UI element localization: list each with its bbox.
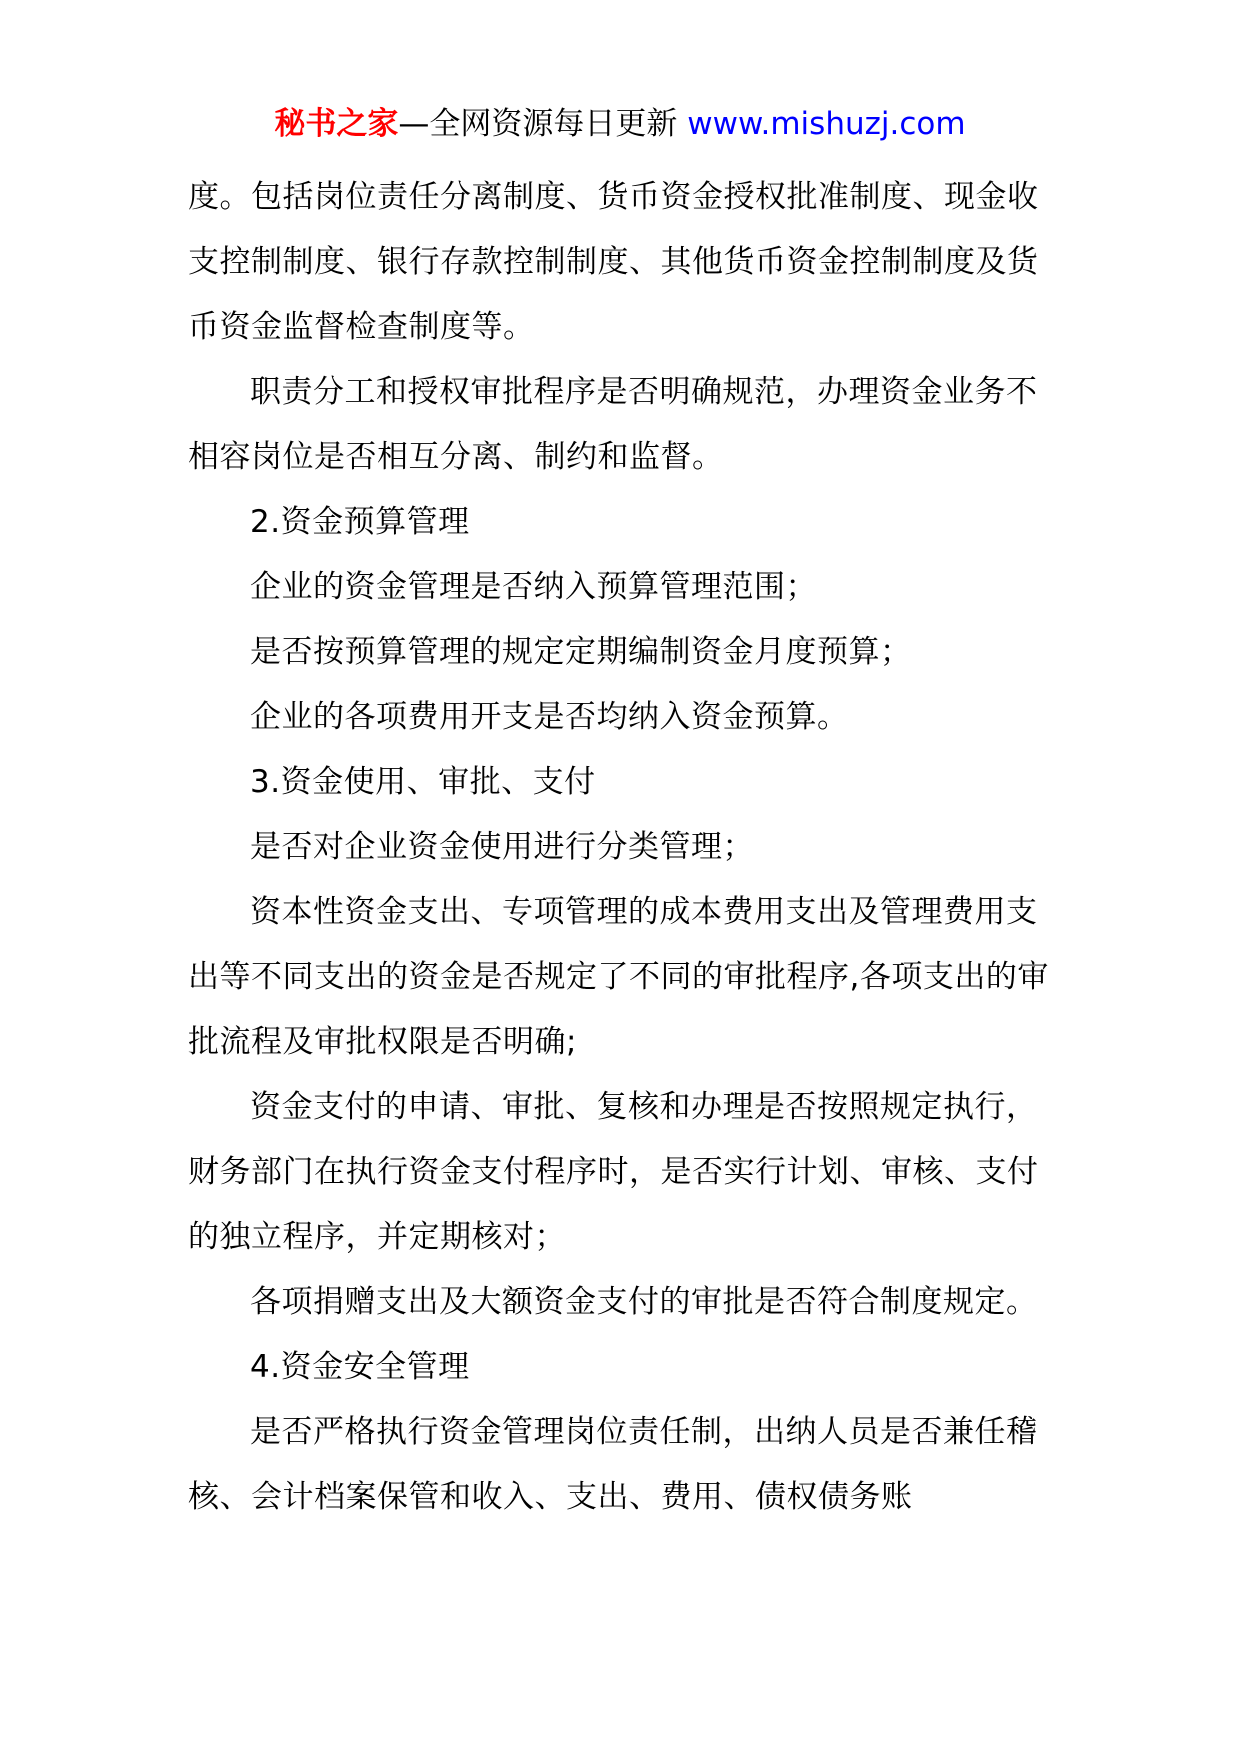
paragraph: 是否按预算管理的规定定期编制资金月度预算； xyxy=(250,634,912,670)
document-body xyxy=(188,165,1058,1530)
page-header xyxy=(0,104,1240,144)
paragraph: 是否严格执行资金管理岗位责任制，出纳人员是否兼任稽核、会计档案保管和收入、支出、费用、债权债务账 xyxy=(188,1414,1038,1515)
paragraph: 资金支付的申请、审批、复核和办理是否按照规定执行，财务部门在执行资金支付程序时，是否实行计划、审核、支付的独立程序，并定期核对； xyxy=(188,1089,1039,1255)
site-url-link[interactable]: www.mishuzj.com xyxy=(687,106,966,142)
section-heading-usage: 3.资金使用、审批、支付 xyxy=(250,764,596,800)
paragraph: 企业的各项费用开支是否均纳入资金预算。 xyxy=(250,699,849,735)
paragraph: 职责分工和授权审批程序是否明确规范，办理资金业务不相容岗位是否相互分离、制约和监督。 xyxy=(188,374,1038,475)
section-heading-budget: 2.资金预算管理 xyxy=(250,504,470,540)
site-brand: 秘书之家 xyxy=(274,106,399,142)
paragraph: 各项捐赠支出及大额资金支付的审批是否符合制度规定。 xyxy=(250,1284,1038,1320)
paragraph: 企业的资金管理是否纳入预算管理范围； xyxy=(250,569,817,605)
paragraph: 资本性资金支出、专项管理的成本费用支出及管理费用支出等不同支出的资金是否规定了不同的审批程序,各项支出的审批流程及审批权限是否明确; xyxy=(188,894,1049,1060)
section-heading-security: 4.资金安全管理 xyxy=(250,1349,470,1385)
paragraph: 是否对企业资金使用进行分类管理； xyxy=(250,829,754,865)
paragraph-continued: 度。包括岗位责任分离制度、货币资金授权批准制度、现金收支控制制度、银行存款控制制度、其他货币资金控制制度及货币资金监督检查制度等。 xyxy=(188,179,1039,345)
site-tagline: —全网资源每日更新 xyxy=(398,106,688,142)
